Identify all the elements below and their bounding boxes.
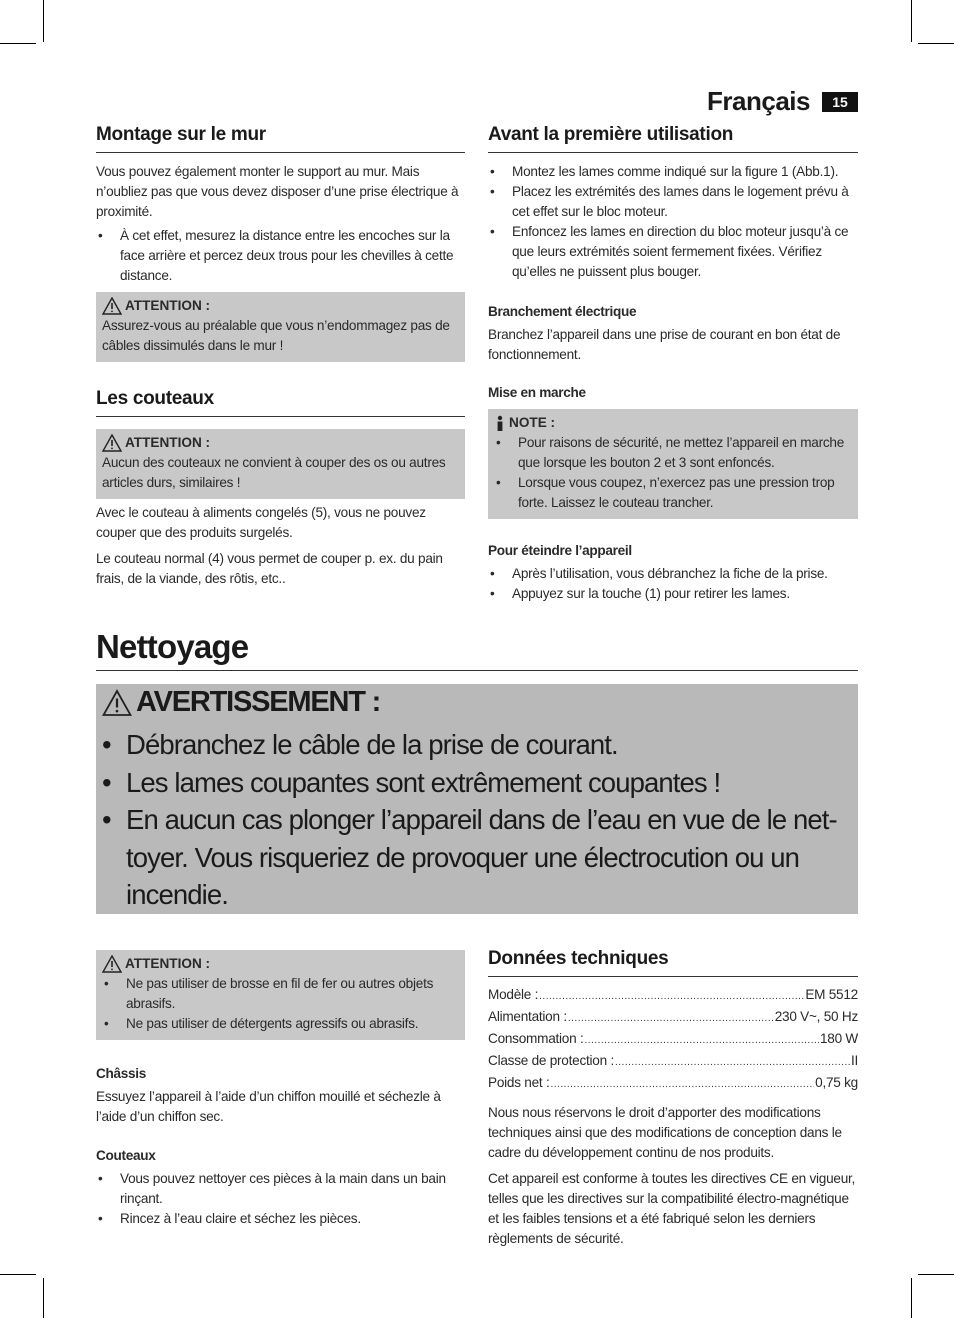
spec-row: Classe de protection : ..... II <box>488 1051 858 1073</box>
note-box <box>488 409 858 519</box>
paragraph: Essuyez l’appareil à l’aide d’un chiffon mouillé et séchezle à l’aide d’un chiffon sec. <box>96 1089 441 1124</box>
list-item: • Placez les extrémités des lames dans le logement prévu à cet effet sur le bloc moteur. <box>488 182 858 222</box>
crop-mark <box>918 1274 954 1275</box>
bullet-list <box>488 162 858 282</box>
paragraph: Branchez l’appareil dans une prise de courant en bon état de fonctionnement. <box>488 327 841 362</box>
crop-mark <box>0 43 36 44</box>
attention-text: Aucun des couteaux ne convient à couper des os ou autres articles durs, similaires ! <box>102 455 446 490</box>
list-item: • Pour raisons de sécurité, ne mettez l’appareil en marche que lorsque les bouton 2 et 3 sont enfoncés. <box>494 433 852 473</box>
paragraph: Nous nous réservons le droit d’apporter des modifications techniques ainsi que des modifications de conception dans le cadre du développement continu de nos produits. <box>488 1105 842 1160</box>
avant-section <box>488 124 858 604</box>
subheading: Branchement électrique <box>488 304 637 319</box>
subheading: Mise en marche <box>488 385 586 400</box>
spec-table <box>488 985 858 1095</box>
list-item: • Ne pas utiliser de brosse en fil de fer ou autres objets abrasifs. <box>102 974 459 1014</box>
subheading: Couteaux <box>96 1148 156 1163</box>
crop-mark <box>911 1278 912 1318</box>
montage-section <box>96 124 465 589</box>
paragraph: Le couteau normal (4) vous permet de couper p. ex. du pain frais, de la viande, des rôtis, etc.. <box>96 551 443 586</box>
section-title: Avant la première utilisation <box>488 124 858 153</box>
crop-mark <box>911 0 912 42</box>
crop-mark <box>0 1274 36 1275</box>
section-title: Montage sur le mur <box>96 124 465 153</box>
list-item: • Rincez à l’eau claire et séchez les pièces. <box>96 1209 465 1229</box>
spec-row: Poids net : ..... 0,75 kg <box>488 1073 858 1095</box>
attention-box <box>96 950 465 1040</box>
paragraph: Avec le couteau à aliments congelés (5), vous ne pouvez couper que des produits surgelés. <box>96 505 426 540</box>
paragraph: Cet appareil est conforme à toutes les directives CE en vigueur, telles que les directives sur la compatibilité électro-magnétique et les faibles tensions et a été fabriqué selon les derniers règlements de sécurité. <box>488 1171 856 1246</box>
main-heading: Nettoyage <box>96 628 858 671</box>
attention-title: ATTENTION : <box>125 956 211 971</box>
section-title: Les couteaux <box>96 388 465 417</box>
info-icon <box>494 414 506 432</box>
warning-icon <box>102 297 122 315</box>
list-item: • Lorsque vous coupez, n’exercez pas une pression trop forte. Laissez le couteau trancher. <box>494 473 852 513</box>
nettoyage-details <box>96 950 465 1229</box>
list-item: • En aucun cas plonger l’appareil dans de l’eau en vue de le net-toyer. Vous risqueriez de provoquer une électrocution ou un incendie. <box>102 801 847 914</box>
crop-mark <box>43 0 44 42</box>
language-label: Français <box>707 86 810 116</box>
warning-icon <box>102 434 122 452</box>
bullet-list <box>488 564 858 604</box>
crop-mark <box>918 43 954 44</box>
attention-box <box>96 429 465 499</box>
list-item: • Les lames coupantes sont extrêmement coupantes ! <box>102 764 847 802</box>
subheading: Pour éteindre l’appareil <box>488 543 632 558</box>
paragraph: Vous pouvez également monter le support au mur. Mais n’oubliez pas que vous devez disposer d’une prise électrique à proximité. <box>96 164 459 219</box>
warning-icon <box>102 689 132 717</box>
crop-mark <box>43 1278 44 1318</box>
note-title: NOTE : <box>509 415 556 430</box>
attention-title: ATTENTION : <box>125 298 211 313</box>
bullet-list <box>96 226 465 286</box>
section-title: Données techniques <box>488 948 858 977</box>
donnees-section <box>488 948 858 1249</box>
attention-box <box>96 292 465 362</box>
list-item: • Ne pas utiliser de détergents agressifs ou abrasifs. <box>102 1014 459 1034</box>
warning-icon <box>102 955 122 973</box>
list-item: • Débranchez le câble de la prise de courant. <box>102 726 847 764</box>
attention-title: ATTENTION : <box>125 435 211 450</box>
warning-title: AVERTISSEMENT : <box>136 686 381 718</box>
list-item: • Vous pouvez nettoyer ces pièces à la main dans un bain rinçant. <box>96 1169 465 1209</box>
spec-row: Modèle : ..... EM 5512 <box>488 985 858 1007</box>
list-item: • Après l’utilisation, vous débranchez la fiche de la prise. <box>488 564 858 584</box>
page-number: 15 <box>822 92 858 112</box>
bullet-list <box>96 1169 465 1229</box>
subheading: Châssis <box>96 1066 147 1081</box>
list-item: • À cet effet, mesurez la distance entre les encoches sur la face arrière et percez deux trous pour les chevilles à cette distance. <box>96 226 465 286</box>
spec-row: Consommation : ..... 180 W <box>488 1029 858 1051</box>
spec-row: Alimentation : ..... 230 V~, 50 Hz <box>488 1007 858 1029</box>
warning-list <box>102 726 847 914</box>
bullet-list <box>494 433 852 513</box>
attention-text: Assurez-vous au préalable que vous n’endommagez pas de câbles dissimulés dans le mur ! <box>102 318 450 353</box>
list-item: • Montez les lames comme indiqué sur la figure 1 (Abb.1). <box>488 162 858 182</box>
warning-box <box>96 684 858 914</box>
list-item: • Appuyez sur la touche (1) pour retirer les lames. <box>488 584 858 604</box>
bullet-list <box>102 974 459 1034</box>
list-item: • Enfoncez les lames en direction du bloc moteur jusqu’à ce que leurs extrémités soient fermement fixées. Vérifiez qu’elles ne puissent plus bouger. <box>488 222 858 282</box>
